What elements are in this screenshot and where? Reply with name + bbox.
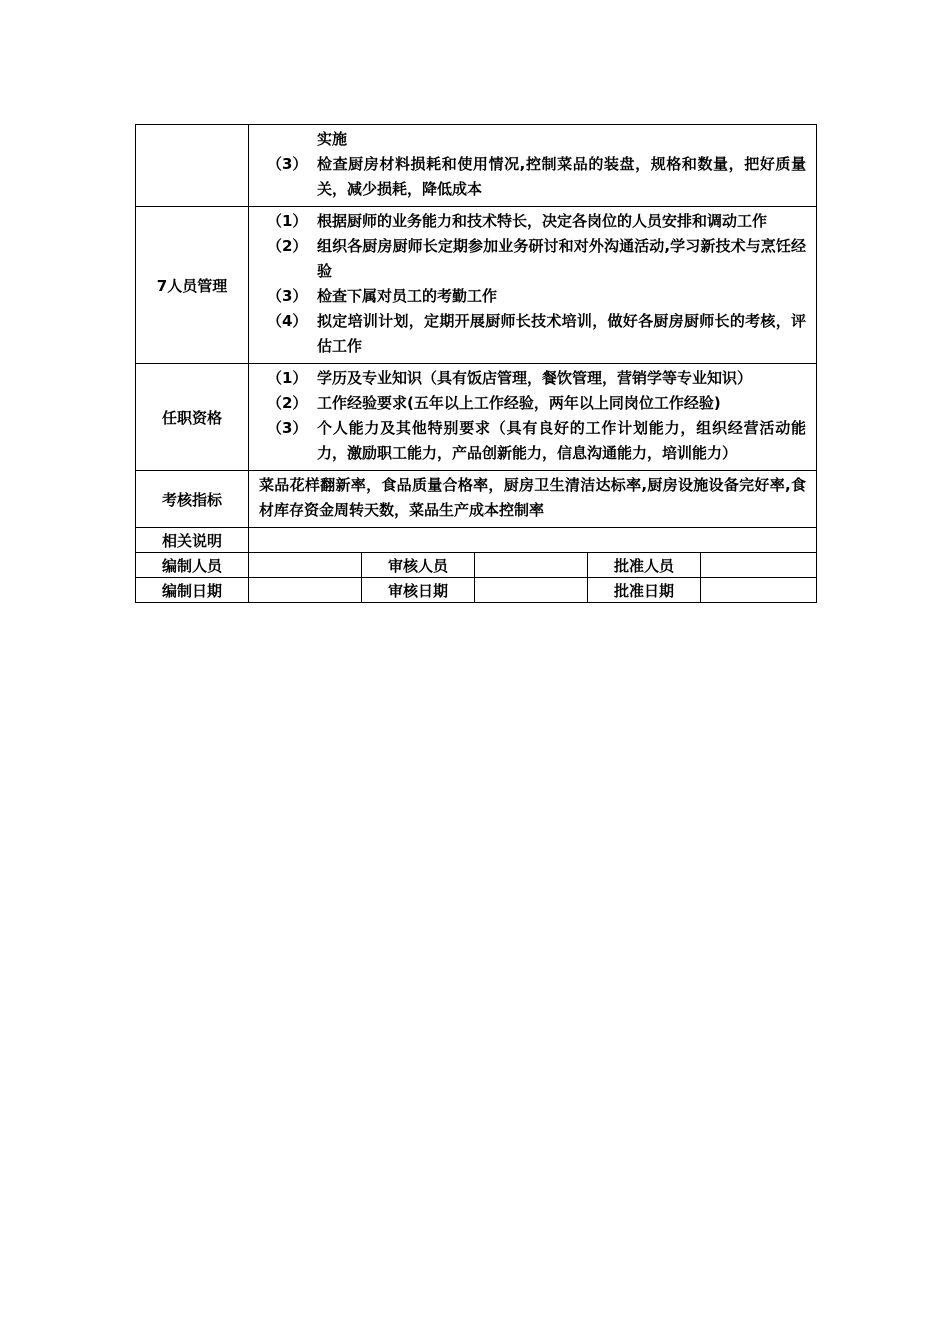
compile-date-label: 编制日期 <box>136 578 249 603</box>
list-item <box>259 309 806 359</box>
qualification-label: 任职资格 <box>136 364 249 471</box>
item-number: （3） <box>267 419 308 437</box>
continued-row-label <box>136 125 249 207</box>
item-number: （2） <box>267 237 308 255</box>
compile-date-value <box>249 578 362 603</box>
personnel-management-content <box>249 207 817 364</box>
list-item <box>259 209 806 234</box>
compiler-label: 编制人员 <box>136 553 249 578</box>
list-item <box>259 416 806 466</box>
item-text: 工作经验要求(五年以上工作经验，两年以上同岗位工作经验) <box>317 394 721 412</box>
notes-label: 相关说明 <box>136 528 249 553</box>
list-item <box>259 152 806 202</box>
item-number: （4） <box>267 312 308 330</box>
dates-row <box>136 578 817 603</box>
item-number: （1） <box>267 369 308 387</box>
review-date-value <box>475 578 588 603</box>
approver-value <box>701 553 817 578</box>
item-number: （3） <box>267 155 308 173</box>
item-text: 学历及专业知识（具有饭店管理，餐饮管理，营销学等专业知识） <box>317 369 753 387</box>
kpi-text: 菜品花样翻新率，食品质量合格率，厨房卫生清洁达标率,厨房设施设备完好率,食材库存资金周转天数，菜品生产成本控制率 <box>259 476 807 519</box>
job-description-table <box>135 124 817 603</box>
item-text: 组织各厨房厨师长定期参加业务研讨和对外沟通活动,学习新技术与烹饪经验 <box>317 237 807 280</box>
item-text: 拟定培训计划，定期开展厨师长技术培训，做好各厨房厨师长的考核，评估工作 <box>317 312 807 355</box>
personnel-management-label: 7人员管理 <box>136 207 249 364</box>
continued-row-content <box>249 125 817 207</box>
kpi-row <box>136 471 817 528</box>
item-number: （1） <box>267 212 308 230</box>
signatories-row <box>136 553 817 578</box>
qualification-row <box>136 364 817 471</box>
review-date-label: 审核日期 <box>362 578 475 603</box>
reviewer-value <box>475 553 588 578</box>
personnel-management-row <box>136 207 817 364</box>
item-number: （2） <box>267 394 308 412</box>
approver-label: 批准人员 <box>588 553 701 578</box>
approve-date-label: 批准日期 <box>588 578 701 603</box>
list-item <box>259 127 806 152</box>
item-text: 检查厨房材料损耗和使用情况,控制菜品的装盘，规格和数量，把好质量关，减少损耗，降低成本 <box>317 155 807 198</box>
compiler-value <box>249 553 362 578</box>
kpi-content <box>249 471 817 528</box>
continued-duty-row <box>136 125 817 207</box>
reviewer-label: 审核人员 <box>362 553 475 578</box>
item-text: 实施 <box>317 130 348 148</box>
list-item <box>259 366 806 391</box>
list-item <box>259 284 806 309</box>
item-text: 根据厨师的业务能力和技术特长，决定各岗位的人员安排和调动工作 <box>317 212 768 230</box>
notes-value <box>249 528 817 553</box>
item-text: 个人能力及其他特别要求（具有良好的工作计划能力，组织经营活动能力，激励职工能力，产品创新能力，信息沟通能力，培训能力） <box>317 419 807 462</box>
kpi-label: 考核指标 <box>136 471 249 528</box>
list-item <box>259 234 806 284</box>
list-item <box>259 391 806 416</box>
notes-row <box>136 528 817 553</box>
approve-date-value <box>701 578 817 603</box>
item-text: 检查下属对员工的考勤工作 <box>317 287 498 305</box>
qualification-content <box>249 364 817 471</box>
item-number: （3） <box>267 287 308 305</box>
